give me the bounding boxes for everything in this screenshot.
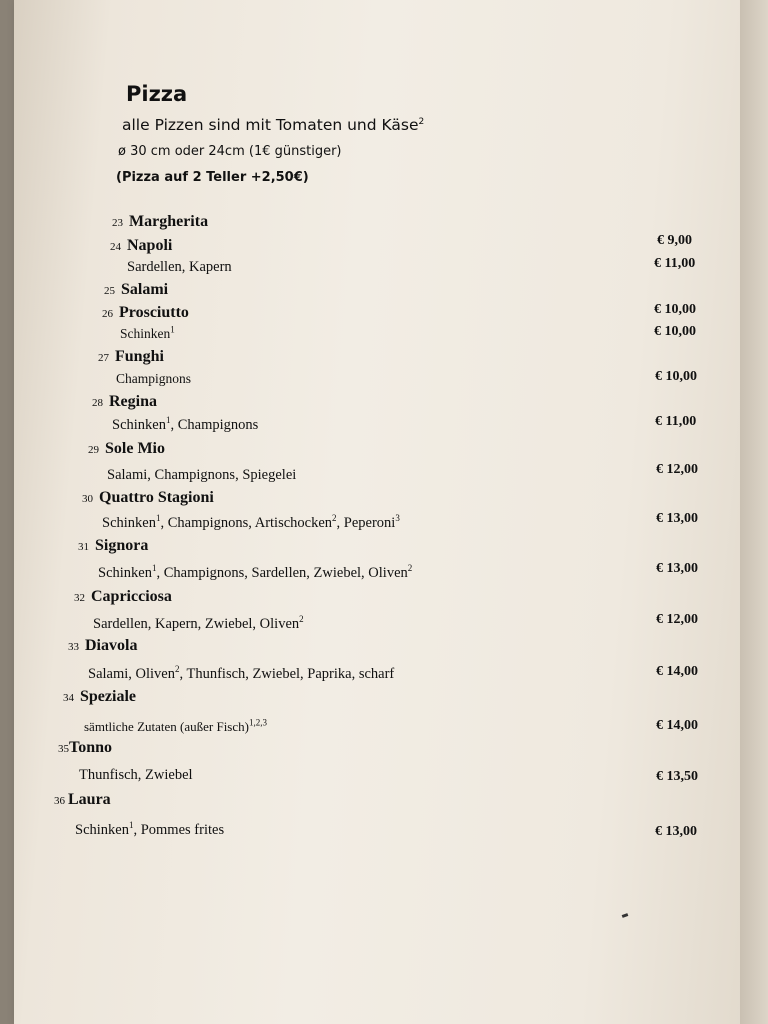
footnote: 1,2,3: [248, 717, 267, 728]
menu-header: [126, 82, 187, 106]
item-price: € 13,00: [655, 824, 697, 839]
footnote: 2: [407, 563, 413, 574]
item-number: 24: [110, 241, 121, 253]
desc-part: , Champignons, Sardellen, Zwiebel, Oliven: [156, 565, 408, 581]
item-number: 23: [112, 217, 123, 229]
menu-item-name-line: [82, 489, 214, 507]
item-number: 32: [74, 592, 85, 604]
desc-part: , Champignons, Artischocken: [160, 515, 333, 531]
item-description: [84, 719, 267, 735]
item-description: [93, 616, 304, 633]
footnote: 1: [170, 324, 175, 335]
footnote: 1: [128, 820, 134, 831]
subtitle: [122, 116, 424, 134]
menu-item-name-line: [110, 237, 172, 255]
item-price: € 10,00: [655, 369, 697, 384]
desc-part: Schinken: [112, 417, 166, 433]
item-number: 36: [54, 795, 65, 807]
item-name: Quattro Stagioni: [99, 489, 214, 506]
item-number: 25: [104, 285, 115, 297]
footnote: 1: [155, 513, 161, 524]
item-description: [102, 515, 400, 532]
item-name: Signora: [95, 537, 149, 554]
menu-item-name-line: [104, 281, 168, 299]
item-price: € 13,00: [656, 511, 698, 526]
item-price: € 12,00: [656, 462, 698, 477]
item-price: € 14,00: [656, 718, 698, 733]
item-description: [98, 565, 412, 582]
menu-item-name-line: [74, 588, 172, 606]
footnote: 3: [395, 513, 400, 524]
subtitle-text: alle Pizzen sind mit Tomaten und Käse: [122, 116, 419, 134]
item-name: Capricciosa: [91, 588, 172, 605]
menu-item-name-line: [78, 537, 148, 555]
item-name: Funghi: [115, 348, 164, 365]
item-description: [120, 326, 175, 342]
item-name: Prosciutto: [119, 304, 189, 321]
desc-part: , Thunfisch, Zwiebel, Paprika, scharf: [179, 666, 395, 682]
item-number: 33: [68, 641, 79, 653]
item-description: Salami, Champignons, Spiegelei: [107, 467, 297, 483]
menu-item-name-line: [112, 213, 208, 231]
item-price: € 13,50: [656, 769, 698, 784]
desc-part: Schinken: [102, 515, 156, 531]
desc-part: , Pommes frites: [133, 822, 225, 838]
menu-item-name-line: [102, 304, 189, 322]
menu-item-name-line: [98, 348, 164, 366]
item-number: 27: [98, 352, 109, 364]
item-description: [88, 666, 394, 683]
item-number: 26: [102, 308, 113, 320]
item-name: Sole Mio: [105, 440, 165, 457]
item-number: 29: [88, 444, 99, 456]
item-description: Sardellen, Kapern: [127, 259, 232, 275]
item-number: 30: [82, 493, 93, 505]
footnote: 2: [175, 664, 180, 675]
footnote: 1: [165, 415, 171, 426]
item-price: € 9,00: [657, 233, 692, 248]
item-number: 31: [78, 541, 89, 553]
item-name: Salami: [121, 281, 169, 298]
item-price: € 11,00: [655, 414, 697, 429]
item-price: € 12,00: [656, 612, 698, 627]
page-title: Pizza: [126, 82, 188, 106]
item-description: Champignons: [116, 371, 192, 386]
menu-item-name-line: [68, 637, 137, 655]
desc-part: , Peperoni: [336, 515, 396, 531]
item-name: Regina: [109, 393, 157, 410]
desc-part: Schinken: [75, 822, 129, 838]
subtitle-footnote: 2: [418, 116, 425, 127]
menu-item-name-line: [58, 739, 112, 757]
item-name: Diavola: [85, 637, 138, 654]
item-number: 34: [63, 692, 74, 704]
desc-part: , Champignons: [170, 417, 259, 433]
item-name: Laura: [68, 791, 111, 808]
item-name: Margherita: [129, 213, 209, 230]
footnote: 2: [299, 614, 304, 625]
desc-part: Schinken: [98, 565, 152, 581]
item-description: Thunfisch, Zwiebel: [79, 767, 193, 783]
plate-note: (Pizza auf 2 Teller +2,50€): [116, 170, 309, 185]
menu-item-name-line: [92, 393, 157, 411]
item-description: [112, 417, 258, 434]
item-price: € 13,00: [656, 561, 698, 576]
item-price: € 10,00: [654, 302, 696, 317]
footnote: 2: [332, 513, 337, 524]
size-note: ø 30 cm oder 24cm (1€ günstiger): [118, 144, 342, 159]
menu-item-name-line: [88, 440, 165, 458]
item-name: Speziale: [80, 688, 136, 705]
desc-part: Sardellen, Kapern, Zwiebel, Oliven: [93, 616, 300, 632]
item-price: € 11,00: [654, 256, 696, 271]
footnote: 1: [151, 563, 157, 574]
item-description: [75, 822, 224, 839]
next-page-edge: [740, 0, 768, 1024]
menu-item-name-line: [63, 688, 136, 706]
item-number: 35: [58, 743, 69, 755]
item-price: € 14,00: [656, 664, 698, 679]
item-description-text: Schinken: [120, 326, 171, 341]
item-number: 28: [92, 397, 103, 409]
desc-part: sämtliche Zutaten (außer Fisch): [84, 719, 249, 734]
item-price: € 10,00: [654, 324, 696, 339]
item-name: Napoli: [127, 237, 173, 254]
menu-item-name-line: [54, 791, 111, 809]
desc-part: Salami, Oliven: [88, 666, 175, 682]
item-name: Tonno: [69, 739, 112, 756]
